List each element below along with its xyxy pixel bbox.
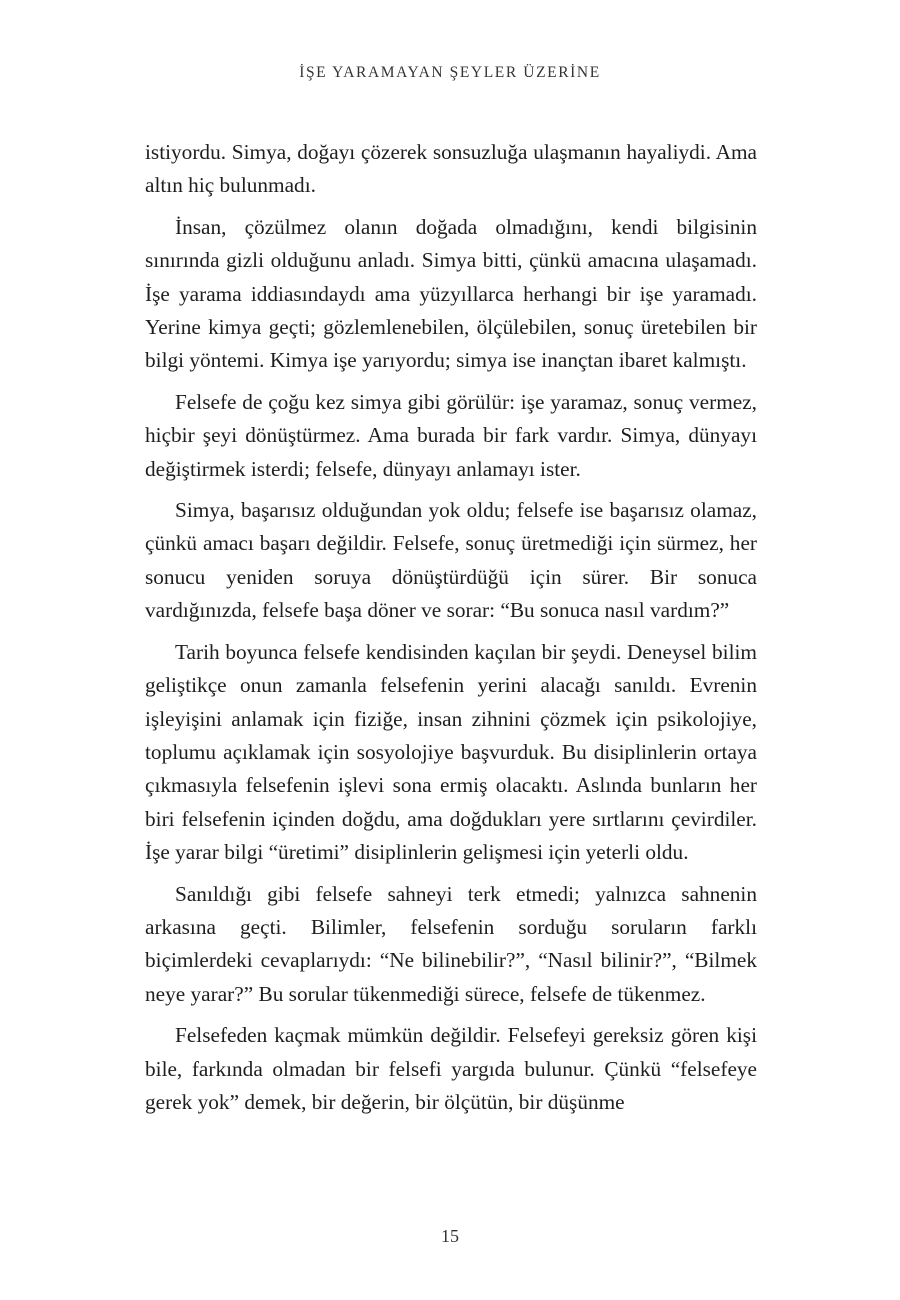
page-number: 15 — [441, 1226, 459, 1246]
paragraph: Sanıldığı gibi felsefe sahneyi terk etmedi; yalnızca sahnenin arkasına geçti. Bilimler, felsefenin sorduğu soruların farklı biçimlerdeki cevaplarıydı: “Ne bilinebilir?”, “Nasıl bilinir?”, “Bilmek neye yarar?” Bu sorular tükenmediği sürece, felsefe de tükenmez. — [145, 881, 757, 1006]
paragraph: İnsan, çözülmez olanın doğada olmadığını, kendi bilgisinin sınırında gizli olduğunu anladı. Simya bitti, çünkü amacına ulaşamadı. İşe yarama iddiasındaydı ama yüzyıllarca herhangi bir işe yaramadı. Yerine kimya geçti; gözlemlenebilen, ölçülebilen, sonuç üretebilen bir bilgi yöntemi. Kimya işe yarıyordu; simya ise inançtan ibaret kalmıştı. — [145, 214, 757, 373]
paragraph: Simya, başarısız olduğundan yok oldu; felsefe ise başarısız olamaz, çünkü amacı başarı değildir. Felsefe, sonuç üretmediği için sürmez, her sonucu yeniden soruya dönüştürdüğü için sürer. Bir sonuca vardığınızda, felsefe başa döner ve sorar: “Bu sonuca nasıl vardım?” — [145, 498, 757, 623]
paragraph: Tarih boyunca felsefe kendisinden kaçılan bir şeydi. Deneysel bilim geliştikçe onun zamanla felsefenin yerini alacağı sanıldı. Evrenin işleyişini anlamak için fiziğe, insan zihnini çözmek için psikolojiye, toplumu açıklamak için sosyolojiye başvurduk. Bu disiplinlerin ortaya çıkmasıyla felsefenin işlevi sona ermiş olacaktı. Aslında bunların her biri felsefenin içinden doğdu, ama doğdukları yere sırtlarını çevirdiler. İşe yarar bilgi “üretimi” disiplinlerin gelişmesi için yeterli oldu. — [145, 639, 757, 865]
body-text — [145, 136, 757, 1127]
running-header: İŞE YARAMAYAN ŞEYLER ÜZERİNE — [299, 64, 601, 81]
paragraph: Felsefe de çoğu kez simya gibi görülür: işe yaramaz, sonuç vermez, hiçbir şeyi dönüştürmez. Ama burada bir fark vardır. Simya, dünyayı değiştirmek isterdi; felsefe, dünyayı anlamayı ister. — [145, 389, 757, 481]
paragraph-continued: istiyordu. Simya, doğayı çözerek sonsuzluğa ulaşmanın hayaliydi. Ama altın hiç bulunmadı. — [145, 140, 757, 198]
paragraph: Felsefeden kaçmak mümkün değildir. Felsefeyi gereksiz gören kişi bile, farkında olmadan bir felsefi yargıda bulunur. Çünkü “felsefeye gerek yok” demek, bir değerin, bir ölçütün, bir düşünme — [145, 1023, 757, 1114]
